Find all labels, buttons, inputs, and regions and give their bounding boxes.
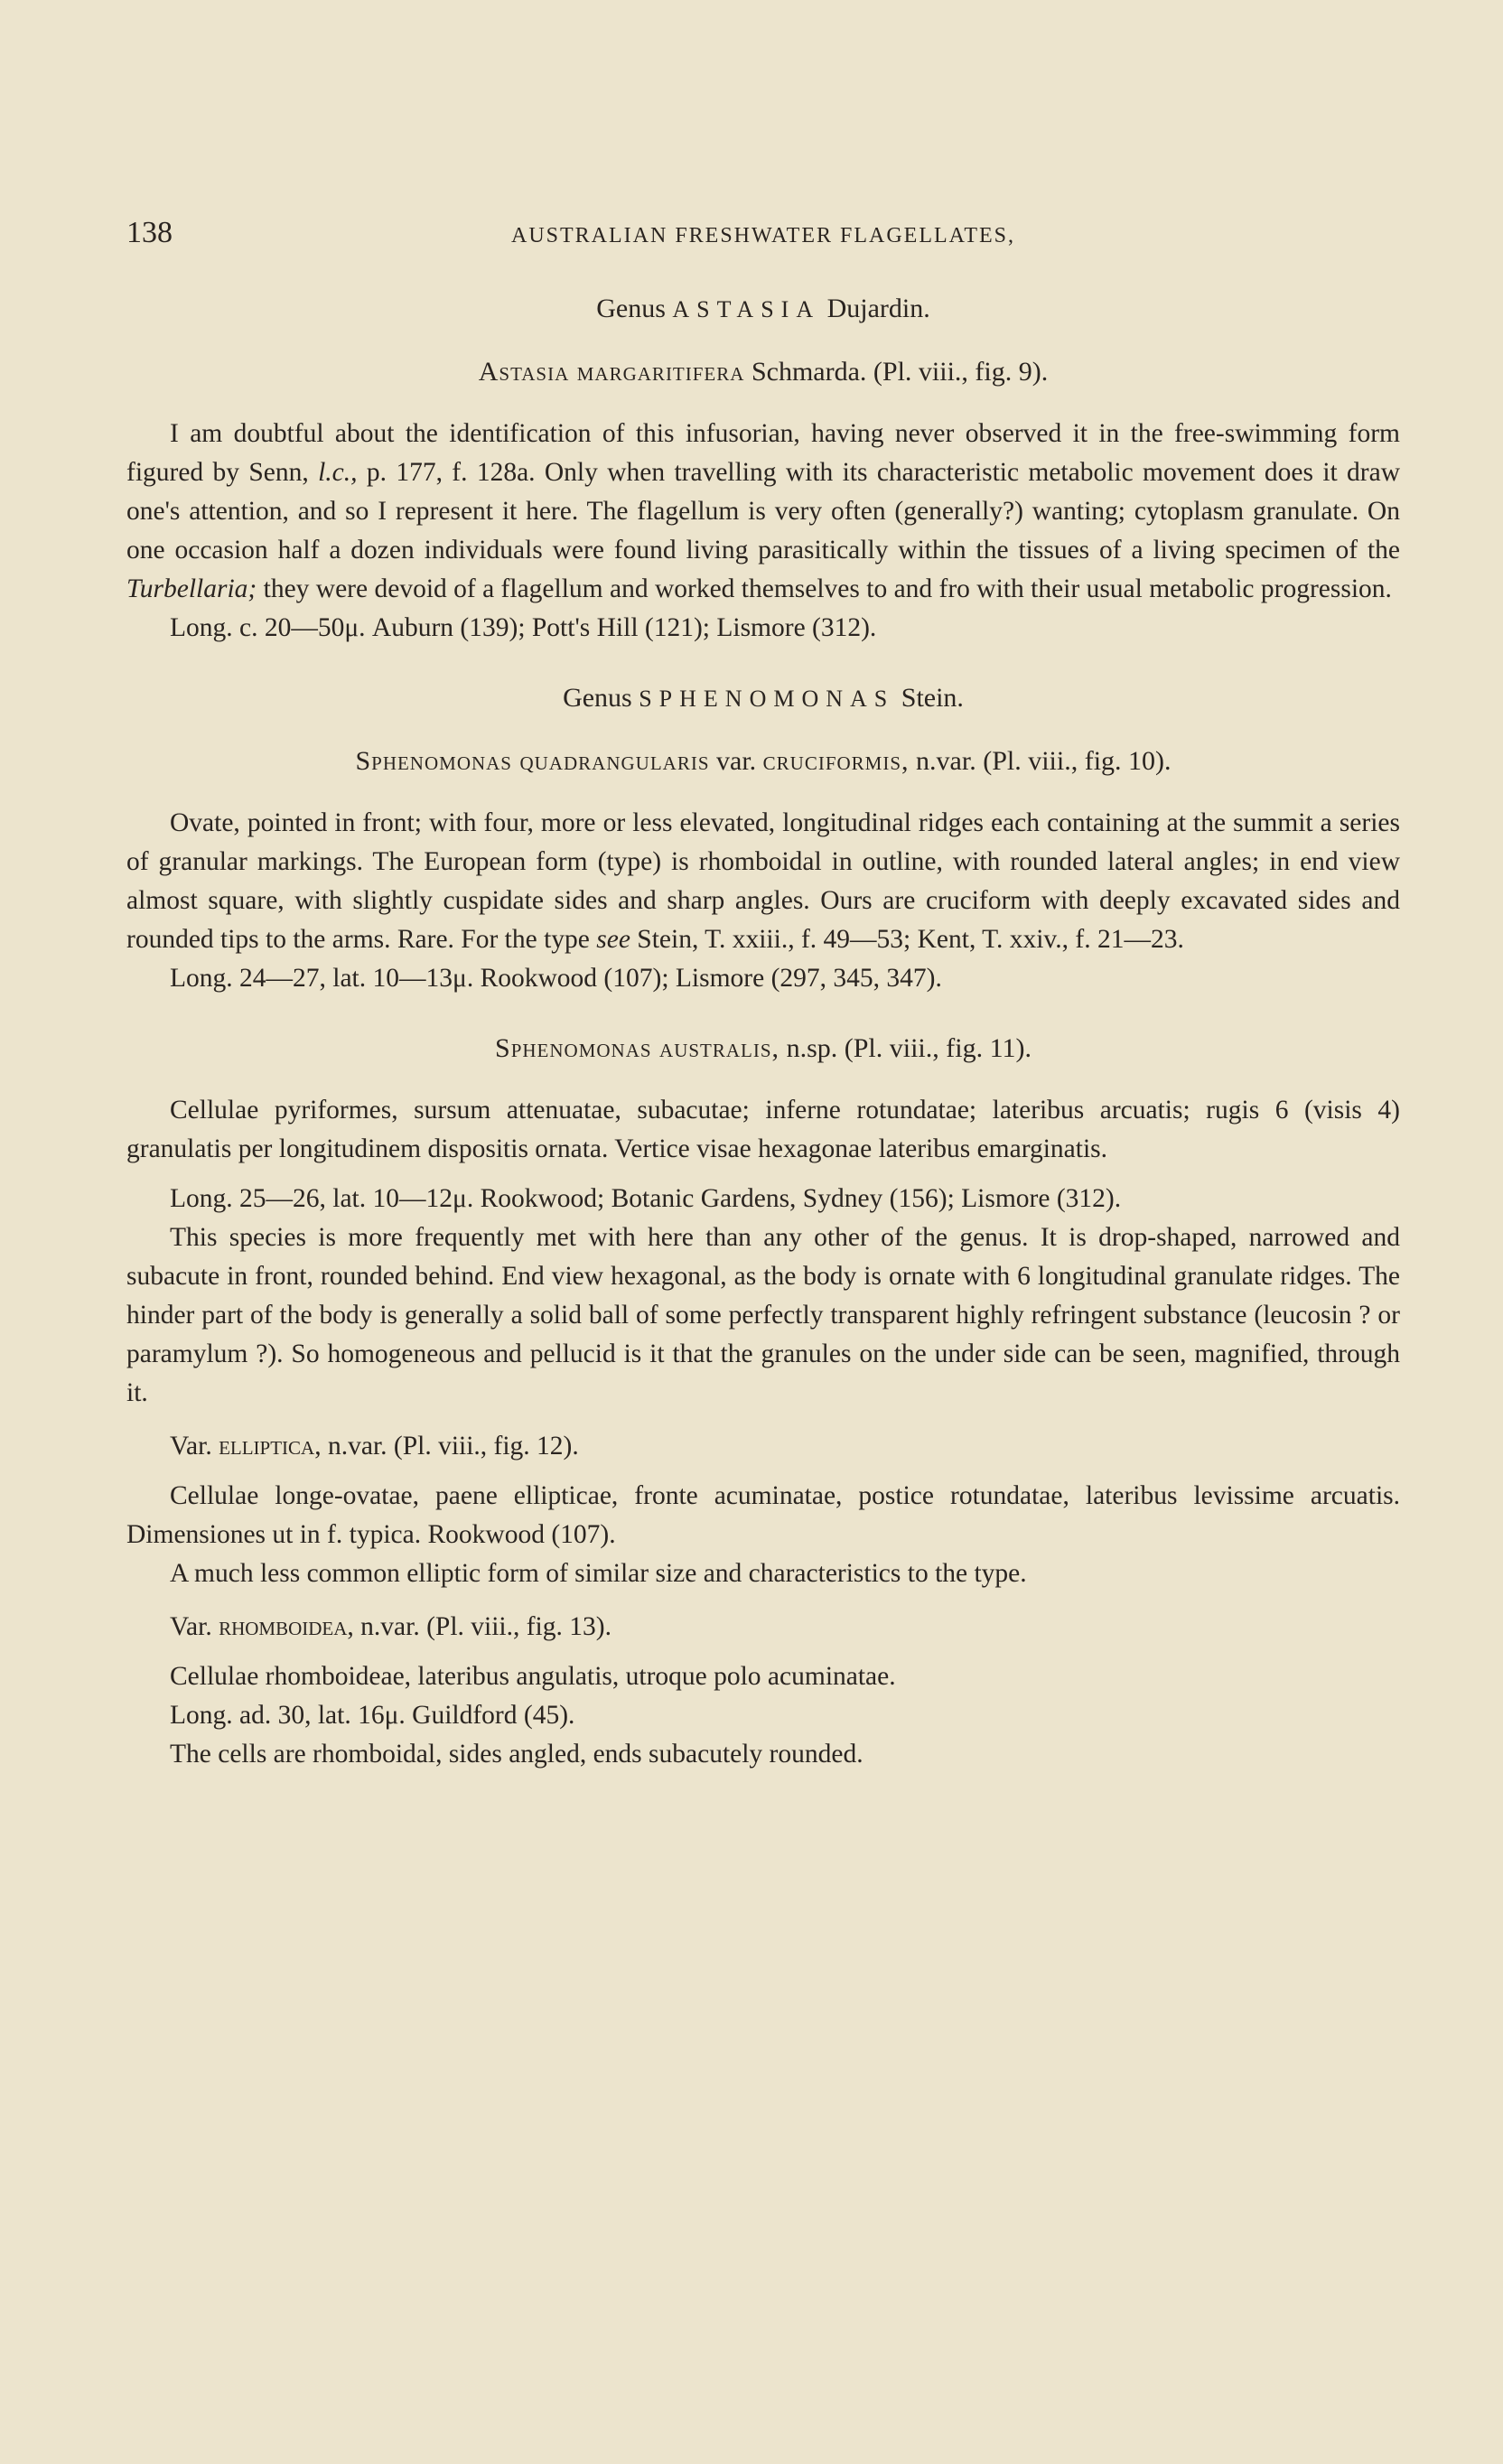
genus-label: Genus [596,294,666,323]
variety-name: elliptica, [219,1432,322,1461]
paragraph-rhomboidea-latin: Cellulae rhomboideae, lateribus angulatis, utroque polo acuminatae. [170,1662,896,1691]
species-authority: n.var. (Pl. viii., fig. 10). [916,746,1172,776]
paragraph-cruciformis-dimensions: Long. 24—27, lat. 10—13μ. Rookwood (107); Lismore (297, 345, 347). [170,964,942,993]
variety-heading-elliptica [126,1427,1400,1466]
paragraph-cruciformis-description [126,804,1400,959]
paragraph-rhomboidea-notes: The cells are rhomboidal, sides angled, ends subacutely rounded. [170,1740,864,1769]
variety-name: rhomboidea, [219,1612,354,1641]
species-var-word: var. [716,746,757,776]
page-number: 138 [126,216,173,249]
paragraph-rhomboidea-dimensions: Long. ad. 30, lat. 16μ. Guildford (45). [170,1701,575,1730]
italic-reference: l.c., [318,458,358,487]
variety-name: cruciformis, [762,746,910,776]
paragraph-elliptica-notes: A much less common elliptic form of similar size and characteristics to the type. [170,1559,1027,1588]
genus-heading-sphenomonas [126,678,1400,718]
species-heading-sphenomonas-cruciformis [126,742,1400,780]
running-title: AUSTRALIAN FRESHWATER FLAGELLATES, [510,224,1015,247]
genus-name: ASTASIA [672,296,821,322]
genus-name: SPHENOMONAS [639,686,895,712]
italic-taxon: Turbellaria; [126,574,257,603]
text-run: I am doubtful about the identification of this infusorian, having never observed it in the free-swimming form figured by Senn, [126,419,1400,487]
variety-authority: n.var. (Pl. viii., fig. 13). [360,1612,611,1641]
text-run: they were devoid of a flagellum and worked themselves to and fro with their usual metabolic progression. [263,574,1392,603]
text-run: p. 177, f. 128a. Only when travelling with its characteristic metabolic movement does it draw one's attention, and so I represent it here. The flagellum is very often (generally?) wanting; cytoplasm granulate. On one occasion half a dozen individuals were found living parasitically within the tissues of a living specimen of the [126,458,1401,565]
var-prefix: Var. [170,1432,212,1461]
species-heading-sphenomonas-australis [126,1029,1400,1068]
text-run: Stein, T. xxiii., f. 49—53; Kent, T. xxiv., f. 21—23. [637,925,1184,954]
species-authority: n.sp. (Pl. viii., fig. 11). [786,1033,1032,1063]
paragraph-australis-notes: This species is more frequently met with here than any other of the genus. It is drop-shaped, narrowed and subacute in front, rounded behind. End view hexagonal, as the body is ornate with 6 longitudinal granulate ridges. The hinder part of the body is generally a solid ball of some perfectly transparent highly refringent substance (leucosin ? or paramylum ?). So homogeneous and pellucid is it that the granules on the under side can be seen, magnified, through it. [126,1223,1400,1407]
running-head [126,213,1400,258]
paragraph-australis-latin: Cellulae pyriformes, sursum attenuatae, subacutae; inferne rotundatae; lateribus arcuatis; rugis 6 (visis 4) granulatis per longitudinem dispositis ornata. Vertice visae hexagonae lateribus emarginatis. [126,1096,1400,1163]
paragraph-elliptica-latin: Cellulae longe-ovatae, paene ellipticae, fronte acuminatae, postice rotundatae, lateribus levissime arcuatis. Dimensiones ut in f. typica. Rookwood (107). [126,1481,1400,1549]
genus-author: Dujardin. [826,294,930,323]
paragraph-astasia-dimensions: Long. c. 20—50μ. Auburn (139); Pott's Hill (121); Lismore (312). [170,613,877,642]
page-body [126,213,1400,1774]
species-heading-astasia-margaritifera [126,352,1400,391]
genus-author: Stein. [901,683,964,713]
genus-label: Genus [563,683,632,713]
italic-see: see [596,925,630,954]
species-name: Sphenomonas australis, [495,1033,780,1063]
paragraph-astasia-description [126,415,1400,609]
variety-heading-rhomboidea [126,1608,1400,1647]
species-authority: Schmarda. (Pl. viii., fig. 9). [751,357,1049,387]
var-prefix: Var. [170,1612,212,1641]
genus-heading-astasia [126,289,1400,329]
variety-authority: n.var. (Pl. viii., fig. 12). [327,1432,579,1461]
text-run: Ovate, pointed in front; with four, more or less elevated, longitudinal ridges each containing at the summit a series of granular markings. The European form (type) is rhomboidal in outline, with rounded lateral angles; in end view almost square, with slightly cuspidate sides and sharp angles. Ours are cruciform with deeply excavated sides and rounded tips to the arms. Rare. For the type [126,808,1400,954]
species-name: Sphenomonas quadrangularis [355,746,710,776]
paragraph-australis-dimensions: Long. 25—26, lat. 10—12μ. Rookwood; Botanic Gardens, Sydney (156); Lismore (312). [170,1184,1122,1213]
species-name: Astasia margaritifera [478,357,745,387]
